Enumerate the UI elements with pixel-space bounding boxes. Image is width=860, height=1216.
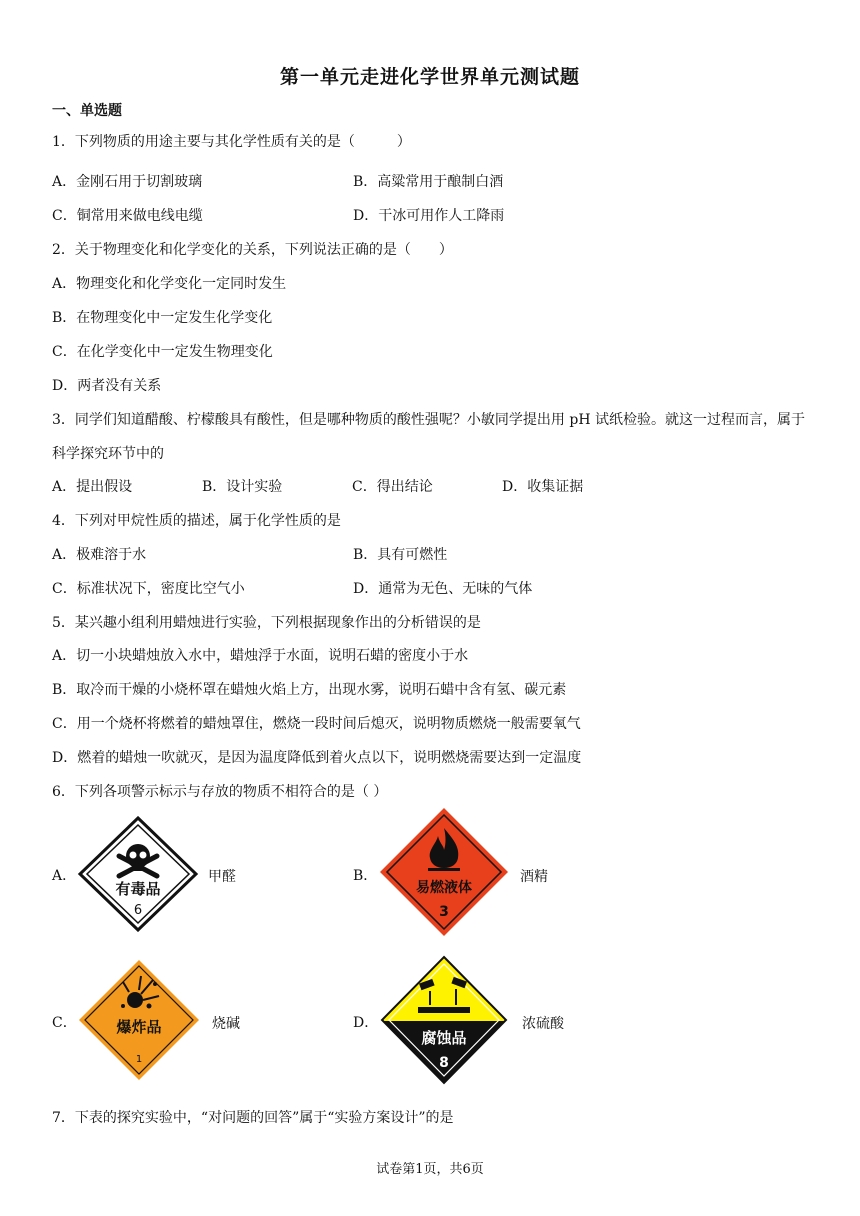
question-6-option-d-substance: 浓硫酸 xyxy=(522,1016,564,1032)
explosive-sign xyxy=(77,958,201,1082)
question-2-option-d: D．两者没有关系 xyxy=(52,378,162,394)
question-1-option-c: C．铜常用来做电线电缆 xyxy=(52,208,203,224)
question-5-option-a: A．切一小块蜡烛放入水中，蜡烛浮于水面，说明石蜡的密度小于水 xyxy=(52,648,469,664)
question-2-option-c: C．在化学变化中一定发生物理变化 xyxy=(52,344,273,360)
flammable-sign-label: 易燃液体 xyxy=(416,880,472,896)
question-5-option-b: B．取冷而干燥的小烧杯罩在蜡烛火焰上方，出现水雾，说明石蜡中含有氢、碳元素 xyxy=(52,682,567,698)
question-4-option-a: A．极难溶于水 xyxy=(52,547,147,563)
question-6-option-c-substance: 烧碱 xyxy=(212,1016,240,1032)
corrosive-sign xyxy=(380,955,508,1085)
question-1-option-b: B．高粱常用于酿制白酒 xyxy=(353,174,504,190)
question-1-option-a: A．金刚石用于切割玻璃 xyxy=(52,174,203,190)
question-2-option-b: B．在物理变化中一定发生化学变化 xyxy=(52,310,273,326)
question-4-option-c: C．标准状况下，密度比空气小 xyxy=(52,581,245,597)
toxic-sign-number: 6 xyxy=(133,903,143,918)
page-footer: 试卷第1页，共6页 xyxy=(376,1162,484,1177)
question-3-stem: 3．同学们知道醋酸、柠檬酸具有酸性，但是哪种物质的酸性强呢？小敏同学提出用 pH 试纸检验。就这一过程而言，属于科学探究环节中的 xyxy=(52,412,805,462)
question-6-option-b-substance: 酒精 xyxy=(520,869,548,885)
corrosive-sign-number: 8 xyxy=(439,1055,449,1071)
flammable-sign-number: 3 xyxy=(439,904,449,920)
question-2-option-a: A．物理变化和化学变化一定同时发生 xyxy=(52,276,287,292)
question-1-option-d: D．干冰可用作人工降雨 xyxy=(353,208,505,224)
question-6-option-a-substance: 甲醛 xyxy=(208,869,236,885)
question-3-option-b: B．设计实验 xyxy=(202,479,283,495)
question-2-stem: 2．关于物理变化和化学变化的关系，下列说法正确的是（ ） xyxy=(52,242,453,258)
toxic-sign-label: 有毒品 xyxy=(115,880,161,898)
corrosive-sign-label: 腐蚀品 xyxy=(421,1029,467,1047)
question-4-option-b: B．具有可燃性 xyxy=(353,547,448,563)
question-3-option-c: C．得出结论 xyxy=(352,479,433,495)
question-6-option-a-letter: A． xyxy=(52,868,77,884)
question-5-option-d: D．燃着的蜡烛一吹就灭，是因为温度降低到着火点以下，说明燃烧需要达到一定温度 xyxy=(52,750,582,766)
flammable-liquid-sign xyxy=(378,806,510,938)
question-4-option-d: D．通常为无色、无味的气体 xyxy=(353,581,533,597)
explosive-sign-label: 爆炸品 xyxy=(116,1018,162,1036)
question-6-option-d-letter: D． xyxy=(353,1015,379,1031)
question-5-stem: 5．某兴趣小组利用蜡烛进行实验，下列根据现象作出的分析错误的是 xyxy=(52,615,481,631)
page-title: 第一单元走进化学世界单元测试题 xyxy=(279,66,580,88)
question-6-stem: 6．下列各项警示标示与存放的物质不相符合的是（ ） xyxy=(52,784,388,800)
question-6-option-b-letter: B． xyxy=(353,868,378,884)
question-5-option-c: C．用一个烧杯将燃着的蜡烛罩住，燃烧一段时间后熄灭，说明物质燃烧一般需要氧气 xyxy=(52,716,581,732)
explosive-sign-number: 1 xyxy=(135,1054,143,1065)
question-6-option-c-letter: C． xyxy=(52,1015,77,1031)
question-4-stem: 4．下列对甲烷性质的描述，属于化学性质的是 xyxy=(52,513,341,529)
question-3-option-d: D．收集证据 xyxy=(502,479,584,495)
toxic-sign xyxy=(77,816,199,932)
question-7-stem: 7．下表的探究实验中，“对问题的回答”属于“实验方案设计”的是 xyxy=(52,1110,454,1126)
section-heading: 一、单选题 xyxy=(52,103,122,119)
question-3-option-a: A．提出假设 xyxy=(52,479,133,495)
question-1-stem: 1．下列物质的用途主要与其化学性质有关的是（ ） xyxy=(52,134,411,150)
